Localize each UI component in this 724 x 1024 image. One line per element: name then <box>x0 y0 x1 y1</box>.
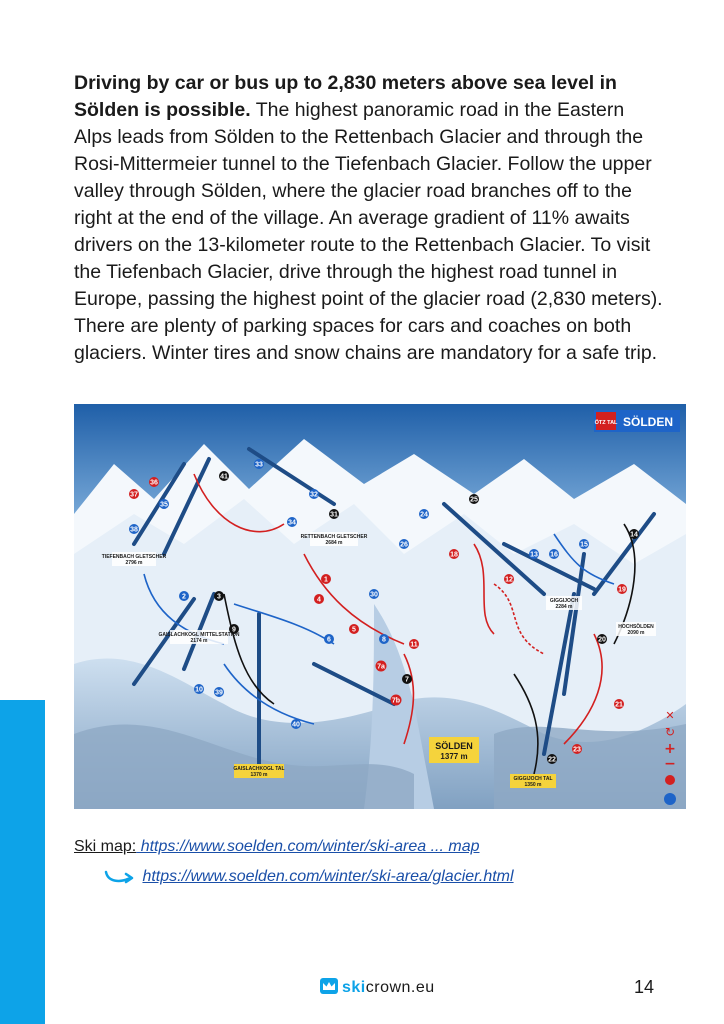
run-marker: 26 <box>400 541 408 549</box>
town-label <box>429 737 479 763</box>
run-marker: 33 <box>255 461 263 469</box>
run-marker: 23 <box>573 746 581 754</box>
run-marker: 37 <box>130 491 138 499</box>
run-marker: 22 <box>548 756 556 764</box>
station-altitude: 2796 m <box>125 560 143 566</box>
run-marker: 15 <box>580 541 588 549</box>
run-marker: 11 <box>410 641 418 649</box>
station-name: GAISLACHKOGL TAL <box>233 766 285 772</box>
town-name: SÖLDEN <box>435 741 473 751</box>
run-marker: 30 <box>370 591 378 599</box>
ski-map-label: Ski map: <box>74 838 137 855</box>
footer <box>0 972 724 1002</box>
run-marker: 7 <box>405 676 409 684</box>
town-altitude: 1377 m <box>440 752 468 761</box>
logo-brand: ÖTZ TAL <box>594 420 618 426</box>
body-paragraph-lead: Driving by car or bus up to 2,830 meters above sea level in Sölden is possible. <box>74 72 617 121</box>
run-marker: 13 <box>530 551 538 559</box>
run-marker: 20 <box>598 636 606 644</box>
station-altitude: 2090 m <box>627 630 645 636</box>
brand-domain: crown.eu <box>365 979 435 996</box>
info-icon <box>665 775 675 785</box>
glacier-link-row <box>102 868 514 886</box>
crown-icon <box>320 978 338 994</box>
run-marker: 34 <box>288 519 296 527</box>
brand-ski: ski <box>342 979 366 996</box>
run-marker: 36 <box>150 479 158 487</box>
run-marker: 6 <box>327 636 331 644</box>
logo-title: SÖLDEN <box>622 415 674 429</box>
soelden-logo <box>594 410 680 432</box>
glacier-link[interactable]: https://www.soelden.com/winter/ski-area/glacier.html <box>142 868 514 886</box>
run-marker: 31 <box>330 511 338 519</box>
body-paragraph <box>74 70 664 367</box>
station-name: GAISLACHKOGL MITTELSTATION <box>158 632 240 638</box>
run-marker: 19 <box>618 586 626 594</box>
ski-map-link-row <box>74 838 480 856</box>
run-marker: 4 <box>317 596 321 604</box>
station-name: RETTENBACH GLETSCHER <box>300 534 368 540</box>
run-marker: 40 <box>292 721 300 729</box>
page-number: 14 <box>634 977 655 997</box>
layers-icon <box>664 793 676 805</box>
body-paragraph-text: The highest panoramic road in the Eastern Alps leads from Sölden to the Rettenbach Glacier and through the Rosi-Mittermeier tunnel to the Tiefenbach Glacier. Follow the upper valley through Sölden, where the glacier road branches off to the right at the end of the village. An average gradient of 11% awaits drivers on the 13-kilometer route to the Rettenbach Glacier. To visit the Tiefenbach Glacier, drive through the highest road tunnel in Europe, passing the highest point of the glacier road (2,830 meters). There are plenty of parking spaces for cars and coaches on both glaciers. Winter tires and snow chains are mandatory for a safe trip. <box>74 99 663 364</box>
station-altitude: 1350 m <box>524 782 542 788</box>
run-marker: 5 <box>352 626 356 634</box>
run-marker: 35 <box>160 501 168 509</box>
zoom-out-icon: − <box>664 756 676 772</box>
fullscreen-icon: ✕ <box>665 709 675 722</box>
run-marker: 8 <box>382 636 386 644</box>
run-marker: 12 <box>505 576 513 584</box>
station-altitude: 2684 m <box>325 540 343 546</box>
station-name: TIEFENBACH GLETSCHER <box>101 554 167 560</box>
run-marker: 7a <box>377 663 385 671</box>
station-altitude: 2174 m <box>190 638 208 644</box>
run-marker: 9 <box>232 626 236 634</box>
footer-brand[interactable] <box>320 978 435 997</box>
run-marker: 32 <box>310 491 318 499</box>
run-marker: 38 <box>130 526 138 534</box>
run-marker: 2 <box>182 593 186 601</box>
run-marker: 21 <box>615 701 623 709</box>
run-marker: 25 <box>470 496 478 504</box>
run-marker: 7b <box>391 697 401 705</box>
run-marker: 18 <box>450 551 458 559</box>
curved-arrow-icon <box>102 868 138 886</box>
run-marker: 10 <box>195 686 203 694</box>
ski-map-image <box>74 404 686 809</box>
run-marker: 3 <box>217 593 221 601</box>
station-name: GIGGIJOCH <box>549 598 579 604</box>
station-altitude: 2284 m <box>555 604 573 610</box>
run-marker: 24 <box>420 511 428 519</box>
run-marker: 14 <box>630 531 638 539</box>
station-altitude: 1370 m <box>250 772 268 778</box>
run-marker: 1 <box>324 576 328 584</box>
run-marker: 16 <box>550 551 558 559</box>
ski-map-link[interactable]: https://www.soelden.com/winter/ski-area ... map <box>136 838 480 855</box>
run-marker: 39 <box>215 689 223 697</box>
refresh-icon: ↻ <box>664 725 676 739</box>
station-name: GIGGIJOCH TAL <box>513 776 553 782</box>
zoom-in-icon: + <box>664 741 676 757</box>
run-marker: 41 <box>220 473 228 481</box>
ski-map-illustration <box>74 404 686 809</box>
station-name: HOCHSÖLDEN <box>618 624 654 630</box>
